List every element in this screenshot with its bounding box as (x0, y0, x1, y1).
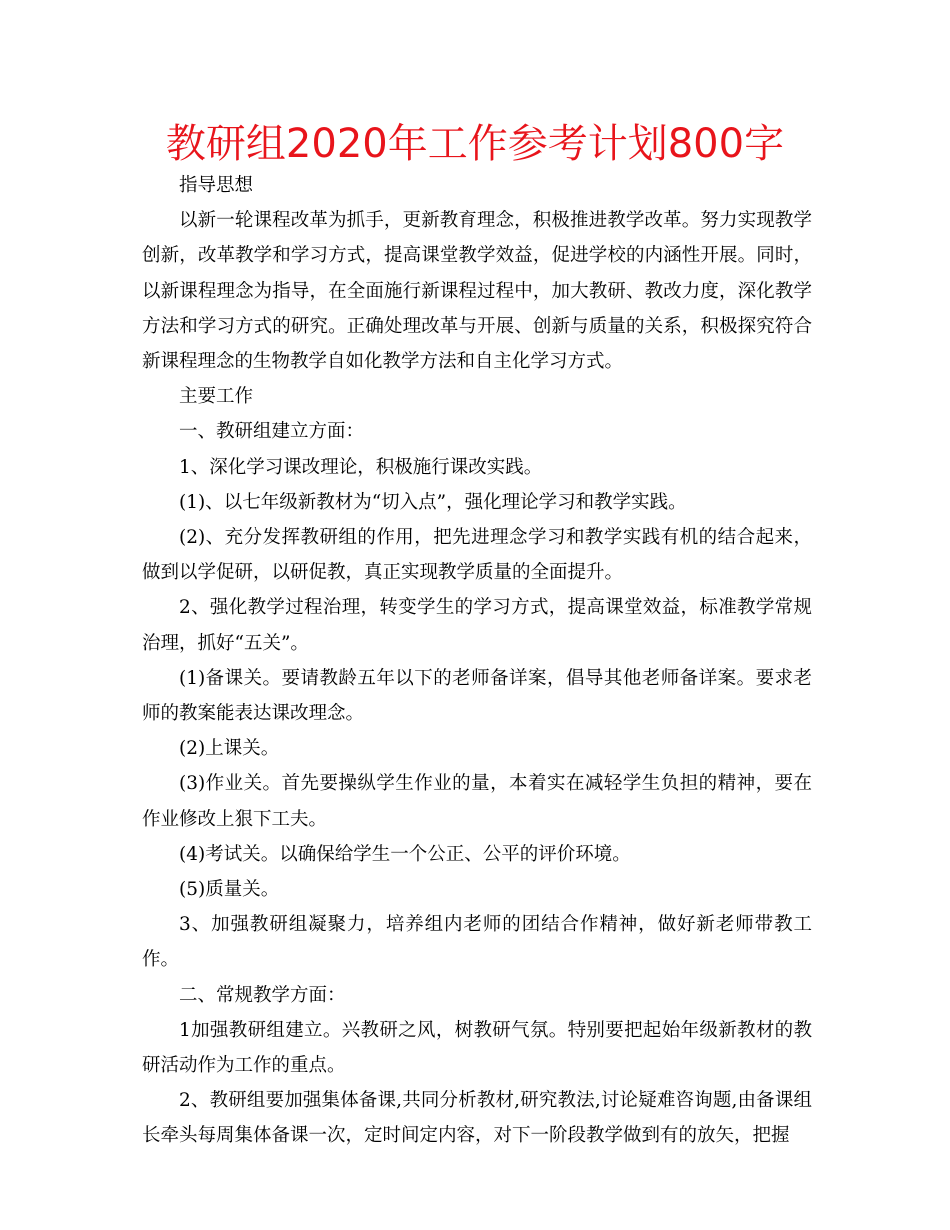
list-item: (2)、充分发挥教研组的作用，把先进理念学习和教学实践有机的结合起来，做到以学促研，以研促教，真正实现教学质量的全面提升。 (142, 527, 812, 584)
list-item: (1)备课关。要请教龄五年以下的老师备详案，倡导其他老师备详案。要求老师的教案能表达课改理念。 (142, 667, 812, 725)
heading-main-work: 主要工作 (179, 386, 254, 408)
document-body (142, 168, 812, 1154)
paragraph-guiding-thought: 以新一轮课程改革为抓手，更新教育理念，积极推进教学改革。努力实现教学创新，改革教学和学习方式，提高课堂教学效益，促进学校的内涵性开展。同时，以新课程理念为指导，在全面施行新课程过程中，加大教研、教改力度，深化教学方法和学习方式的研究。正确处理改革与开展、创新与质量的关系，积极探究符合新课程理念的生物教学自如化教学方法和自主化学习方式。 (142, 210, 812, 373)
list-item: 1加强教研组建立。兴教研之风，树教研气氛。特别要把起始年级新教材的教研活动作为工作的重点。 (142, 1019, 812, 1077)
section-heading-1: 一、教研组建立方面： (179, 421, 365, 443)
list-item: 1、深化学习课改理论，积极施行课改实践。 (179, 456, 543, 478)
heading-guiding-thought: 指导思想 (179, 175, 254, 196)
list-item: (4)考试关。以确保给学生一个公正、公平的评价环境。 (179, 843, 631, 865)
section-heading-2: 二、常规教学方面： (179, 984, 346, 1006)
list-item: (5)质量关。 (179, 879, 280, 901)
list-item: (1)、以七年级新教材为“切入点”，强化理论学习和教学实践。 (179, 491, 687, 513)
list-item: (2)上课关。 (179, 738, 280, 760)
list-item: 3、加强教研组凝聚力，培养组内老师的团结合作精神，做好新老师带教工作。 (142, 914, 812, 971)
document-title: 教研组2020年工作参考计划800字 (165, 121, 785, 167)
list-item: 2、强化教学过程治理，转变学生的学习方式，提高课堂效益，标准教学常规治理，抓好“五关”。 (142, 597, 812, 654)
list-item: 2、教研组要加强集体备课,共同分析教材,研究教法,讨论疑难咨询题,由备课组长牵头每周集体备课一次，定时间定内容，对下一阶段教学做到有的放矢，把握 (142, 1090, 812, 1147)
list-item: (3)作业关。首先要操纵学生作业的量，本着实在减轻学生负担的精神，要在作业修改上狠下工夫。 (142, 773, 812, 830)
